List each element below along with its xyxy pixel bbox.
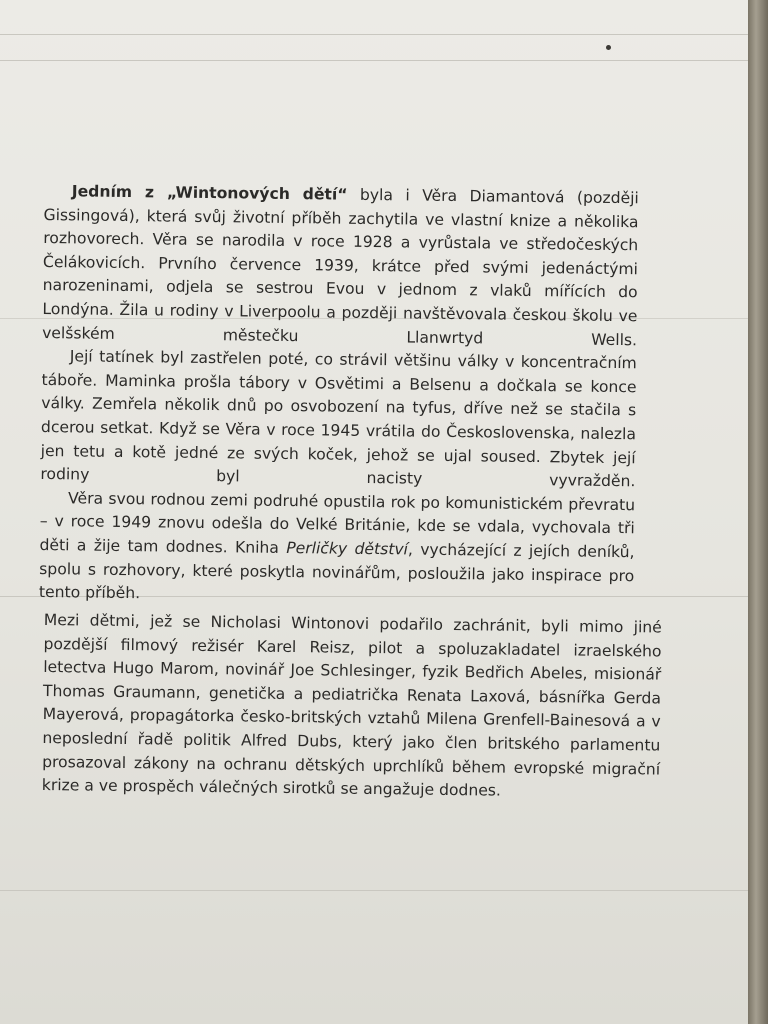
paragraph-emigration [39,487,635,612]
paragraph-text: , vycházející z jejích deníků, spolu s rozhovory, které poskytla novinářům, posloužila jako inspirace pro tento příběh. [38,540,635,603]
paragraph-saved-children: Mezi dětmi, jež se Nicholasi Wintonovi podařilo zachránit, byli mimo jiné pozdější filmový režisér Karel Reisz, pilot a spoluzakladatel izraelského letectva Hugo Marom, novinář Joe Schlesinger, fyzik Bedřich Abeles, misionář Thomas Graumann, genetička a pediatrička Renata Laxová, básnířka Gerda Mayerová, propagátorka česko-britských vztahů Milena Grenfell-Bainesová a v neposlední řadě politik Alfred Dubs, který jako člen britského parlamentu prosazoval zákony na ochranu dětských uprchlíků během evropské migrační krize a ve prospěch válečných sirotků se angažuje dodnes. [41,610,662,800]
page-rule [0,60,748,61]
children-list-block [42,609,662,805]
paragraph-text: byla i Věra Diamantová (později Gissingová), která svůj životní příběh zachytila ve vlastní knize a několika rozhovorech. Věra se narodila v roce 1928 a vyrůstala ve středočeských Čelákovicích. Prvního července 1939, krátce před svými jedenáctými narozeninami, odjela se sestrou Evou v jednom z vlaků mířících do Londýna. Žila u rodiny v Liverpoolu a později navštěvovala českou školu ve velšském městečku Llanwrtyd Wells. [42,185,639,349]
paragraph-vera-intro [42,180,639,352]
page-rule [0,34,748,35]
page-rule [0,890,748,891]
paragraph-text: Věra svou rodnou zemi podruhé opustila rok po komunistickém převratu – v roce 1949 znovu odešla do Velké Británie, kde se vdala, vychovala tři děti a žije tam dodnes. Kniha [39,489,636,557]
book-title: Perličky dětství [286,538,409,559]
paragraph-family-fate: Její tatínek byl zastřelen poté, co strávil většinu války v koncentračním táboře. Maminka prošla tábory v Osvětimi a Belsenu a dočkala se konce války. Zemřela několik dnů po osvobození na tyfus, dříve než se stačila s dcerou setkat. Když se Věra v roce 1945 vrátila do Československa, nalezla jen tetu a kotě jedné ze svých koček, jehož se ujal soused. Zbytek její rodiny byl nacisty vyvražděn. [40,347,637,491]
story-text-block [39,180,639,612]
ink-dot [606,45,611,50]
page-stack-edge [748,0,768,1024]
lead-bold-phrase: Jedním z „Wintonových dětí“ [71,182,348,204]
